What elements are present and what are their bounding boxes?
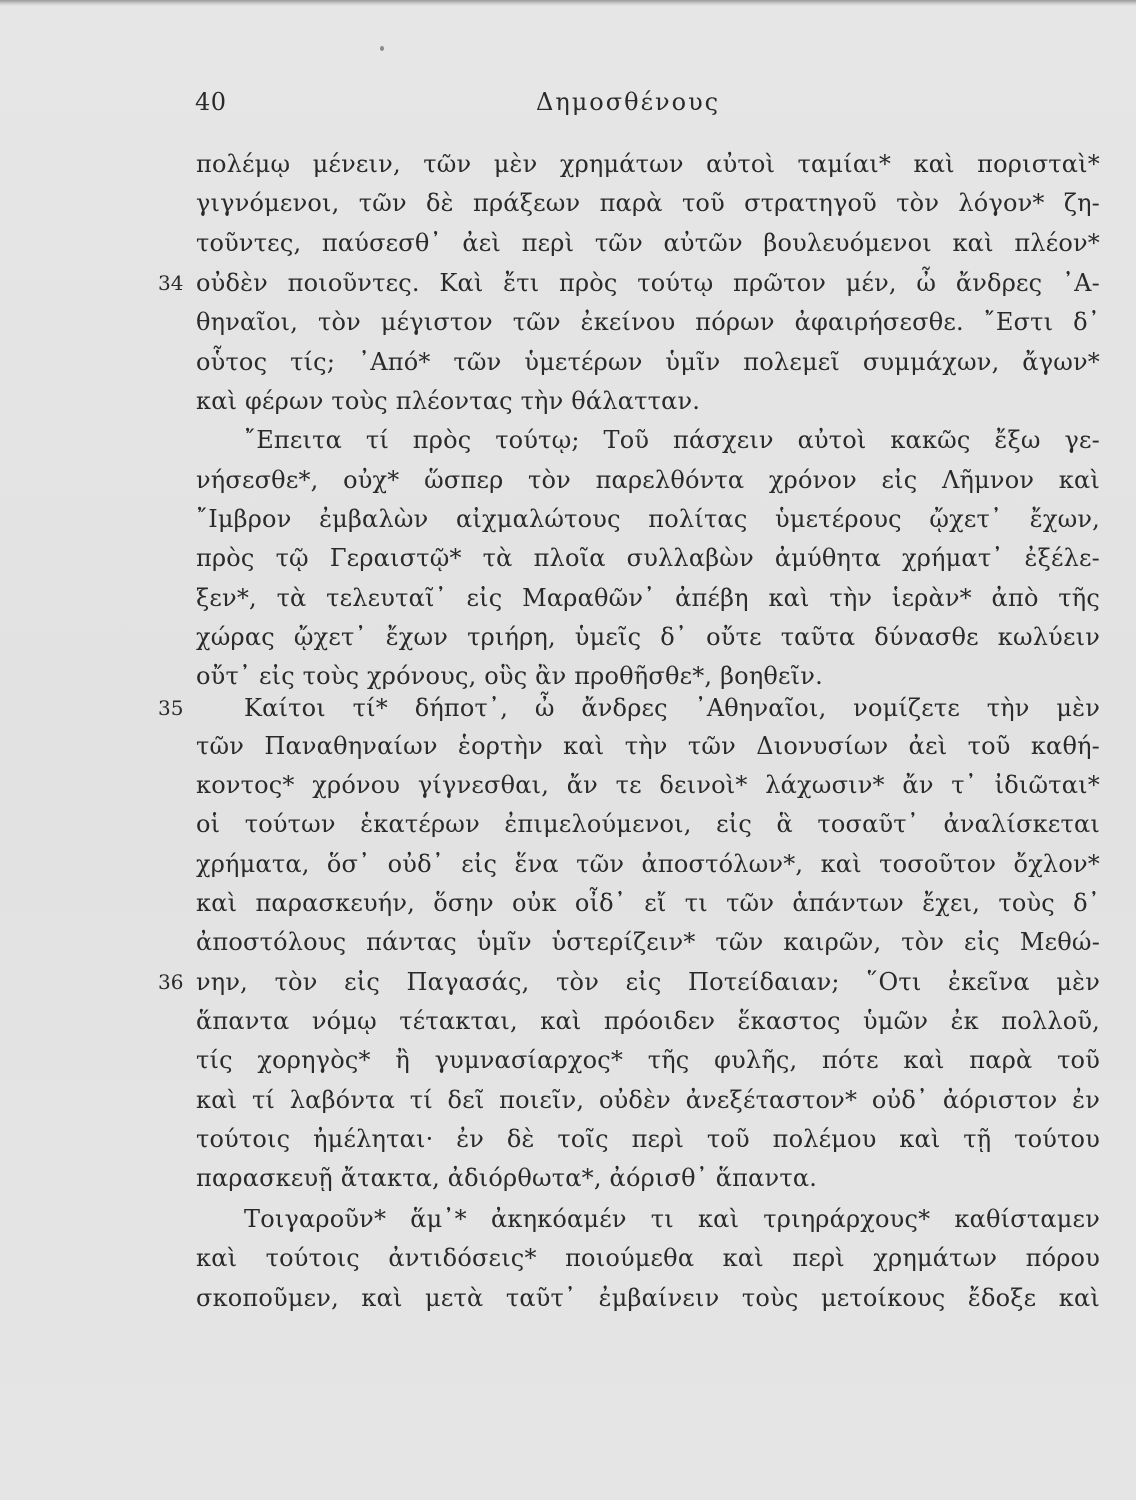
text-line: καὶ τούτοις ἀντιδόσεις* ποιούμεθα καὶ περὶ χρημάτων πόρου	[196, 1244, 1100, 1272]
text-line: Καίτοι τί* δήποτ᾿, ὦ ἄνδρες ᾿Αθηναῖοι, νομίζετε τὴν μὲν	[244, 694, 1100, 722]
text-line: ξεν*, τὰ τελευταῖ᾿ εἰς Μαραθῶν᾿ ἀπέβη καὶ τὴν ἱερὰν* ἀπὸ τῆς	[196, 584, 1100, 612]
section-number-35: 35	[158, 696, 184, 720]
section-number-34: 34	[158, 271, 184, 295]
text-line: κοντος* χρόνου γίγνεσθαι, ἄν τε δεινοὶ* λάχωσιν* ἄν τ᾿ ἰδιῶται*	[196, 771, 1100, 799]
text-line: τῶν Παναθηναίων ἑορτὴν καὶ τὴν τῶν Διονυσίων ἀεὶ τοῦ καθή-	[196, 732, 1100, 760]
text-line: καὶ φέρων τοὺς πλέοντας τὴν θάλατταν.	[196, 387, 701, 415]
text-line: ῎Επειτα τί πρὸς τούτῳ; Τοῦ πάσχειν αὐτοὶ κακῶς ἔξω γε-	[244, 426, 1100, 454]
paper-speck	[380, 46, 384, 51]
section-number-36: 36	[158, 970, 184, 994]
text-line: χώρας ᾤχετ᾿ ἔχων τριήρη, ὑμεῖς δ᾿ οὔτε ταῦτα δύνασθε κωλύειν	[196, 623, 1100, 651]
text-line: καὶ παρασκευήν, ὅσην οὐκ οἶδ᾿ εἴ τι τῶν ἁπάντων ἔχει, τοὺς δ᾿	[196, 889, 1100, 917]
text-line: σκοποῦμεν, καὶ μετὰ ταῦτ᾿ ἐμβαίνειν τοὺς μετοίκους ἔδοξε καὶ	[196, 1284, 1100, 1312]
text-line: νήσεσθε*, οὐχ* ὥσπερ τὸν παρελθόντα χρόνον εἰς Λῆμνον καὶ	[196, 466, 1100, 494]
text-line: τοῦντες, παύσεσθ᾿ ἀεὶ περὶ τῶν αὐτῶν βουλευόμενοι καὶ πλέον*	[196, 229, 1100, 257]
text-line: Τοιγαροῦν* ἅμ᾿* ἀκηκόαμέν τι καὶ τριηράρχους* καθίσταμεν	[244, 1205, 1100, 1233]
text-line: οἱ τούτων ἑκατέρων ἐπιμελούμενοι, εἰς ἃ τοσαῦτ᾿ ἀναλίσκεται	[196, 810, 1100, 838]
text-line: τούτοις ἠμέληται· ἐν δὲ τοῖς περὶ τοῦ πολέμου καὶ τῇ τούτου	[196, 1125, 1100, 1153]
text-line: παρασκευῇ ἄτακτα, ἀδιόρθωτα*, ἀόρισθ᾿ ἅπαντα.	[196, 1164, 818, 1192]
text-line: θηναῖοι, τὸν μέγιστον τῶν ἐκείνου πόρων ἀφαιρήσεσθε. ῎Εστι δ᾿	[196, 308, 1100, 336]
text-line: οὐδὲν ποιοῦντες. Καὶ ἔτι πρὸς τούτῳ πρῶτον μέν, ὦ ἄνδρες ᾿Α-	[196, 269, 1100, 297]
running-head: Δημοσθένους	[536, 88, 721, 116]
text-line: τίς χορηγὸς* ἢ γυμνασίαρχος* τῆς φυλῆς, πότε καὶ παρὰ τοῦ	[196, 1046, 1100, 1074]
page-number: 40	[195, 88, 227, 116]
text-line: πρὸς τῷ Γεραιστῷ* τὰ πλοῖα συλλαβὼν ἀμύθητα χρήματ᾿ ἐξέλε-	[196, 544, 1100, 572]
text-line: οὔτ᾿ εἰς τοὺς χρόνους, οὓς ἂν προθῆσθε*, βοηθεῖν.	[196, 662, 823, 690]
text-line: ῎Ιμβρον ἐμβαλὼν αἰχμαλώτους πολίτας ὑμετέρους ᾤχετ᾿ ἔχων,	[196, 505, 1100, 533]
text-line: καὶ τί λαβόντα τί δεῖ ποιεῖν, οὐδὲν ἀνεξέταστον* οὐδ᾿ ἀόριστον ἐν	[196, 1086, 1100, 1114]
text-line: ἅπαντα νόμῳ τέτακται, καὶ πρόοιδεν ἕκαστος ὑμῶν ἐκ πολλοῦ,	[196, 1007, 1100, 1035]
text-line: ἀποστόλους πάντας ὑμῖν ὑστερίζειν* τῶν καιρῶν, τὸν εἰς Μεθώ-	[196, 928, 1100, 956]
text-line: νην, τὸν εἰς Παγασάς, τὸν εἰς Ποτείδαιαν; ῞Οτι ἐκεῖνα μὲν	[196, 968, 1100, 996]
text-line: χρήματα, ὅσ᾿ οὐδ᾿ εἰς ἕνα τῶν ἀποστόλων*, καὶ τοσοῦτον ὄχλον*	[196, 850, 1100, 878]
text-line: οὗτος τίς; ᾿Από* τῶν ὑμετέρων ὑμῖν πολεμεῖ συμμάχων, ἄγων*	[196, 348, 1100, 376]
page-top-edge	[0, 0, 1136, 6]
text-line: πολέμῳ μένειν, τῶν μὲν χρημάτων αὐτοὶ ταμίαι* καὶ πορισταὶ*	[196, 150, 1100, 178]
text-line: γιγνόμενοι, τῶν δὲ πράξεων παρὰ τοῦ στρατηγοῦ τὸν λόγον* ζη-	[196, 189, 1100, 217]
